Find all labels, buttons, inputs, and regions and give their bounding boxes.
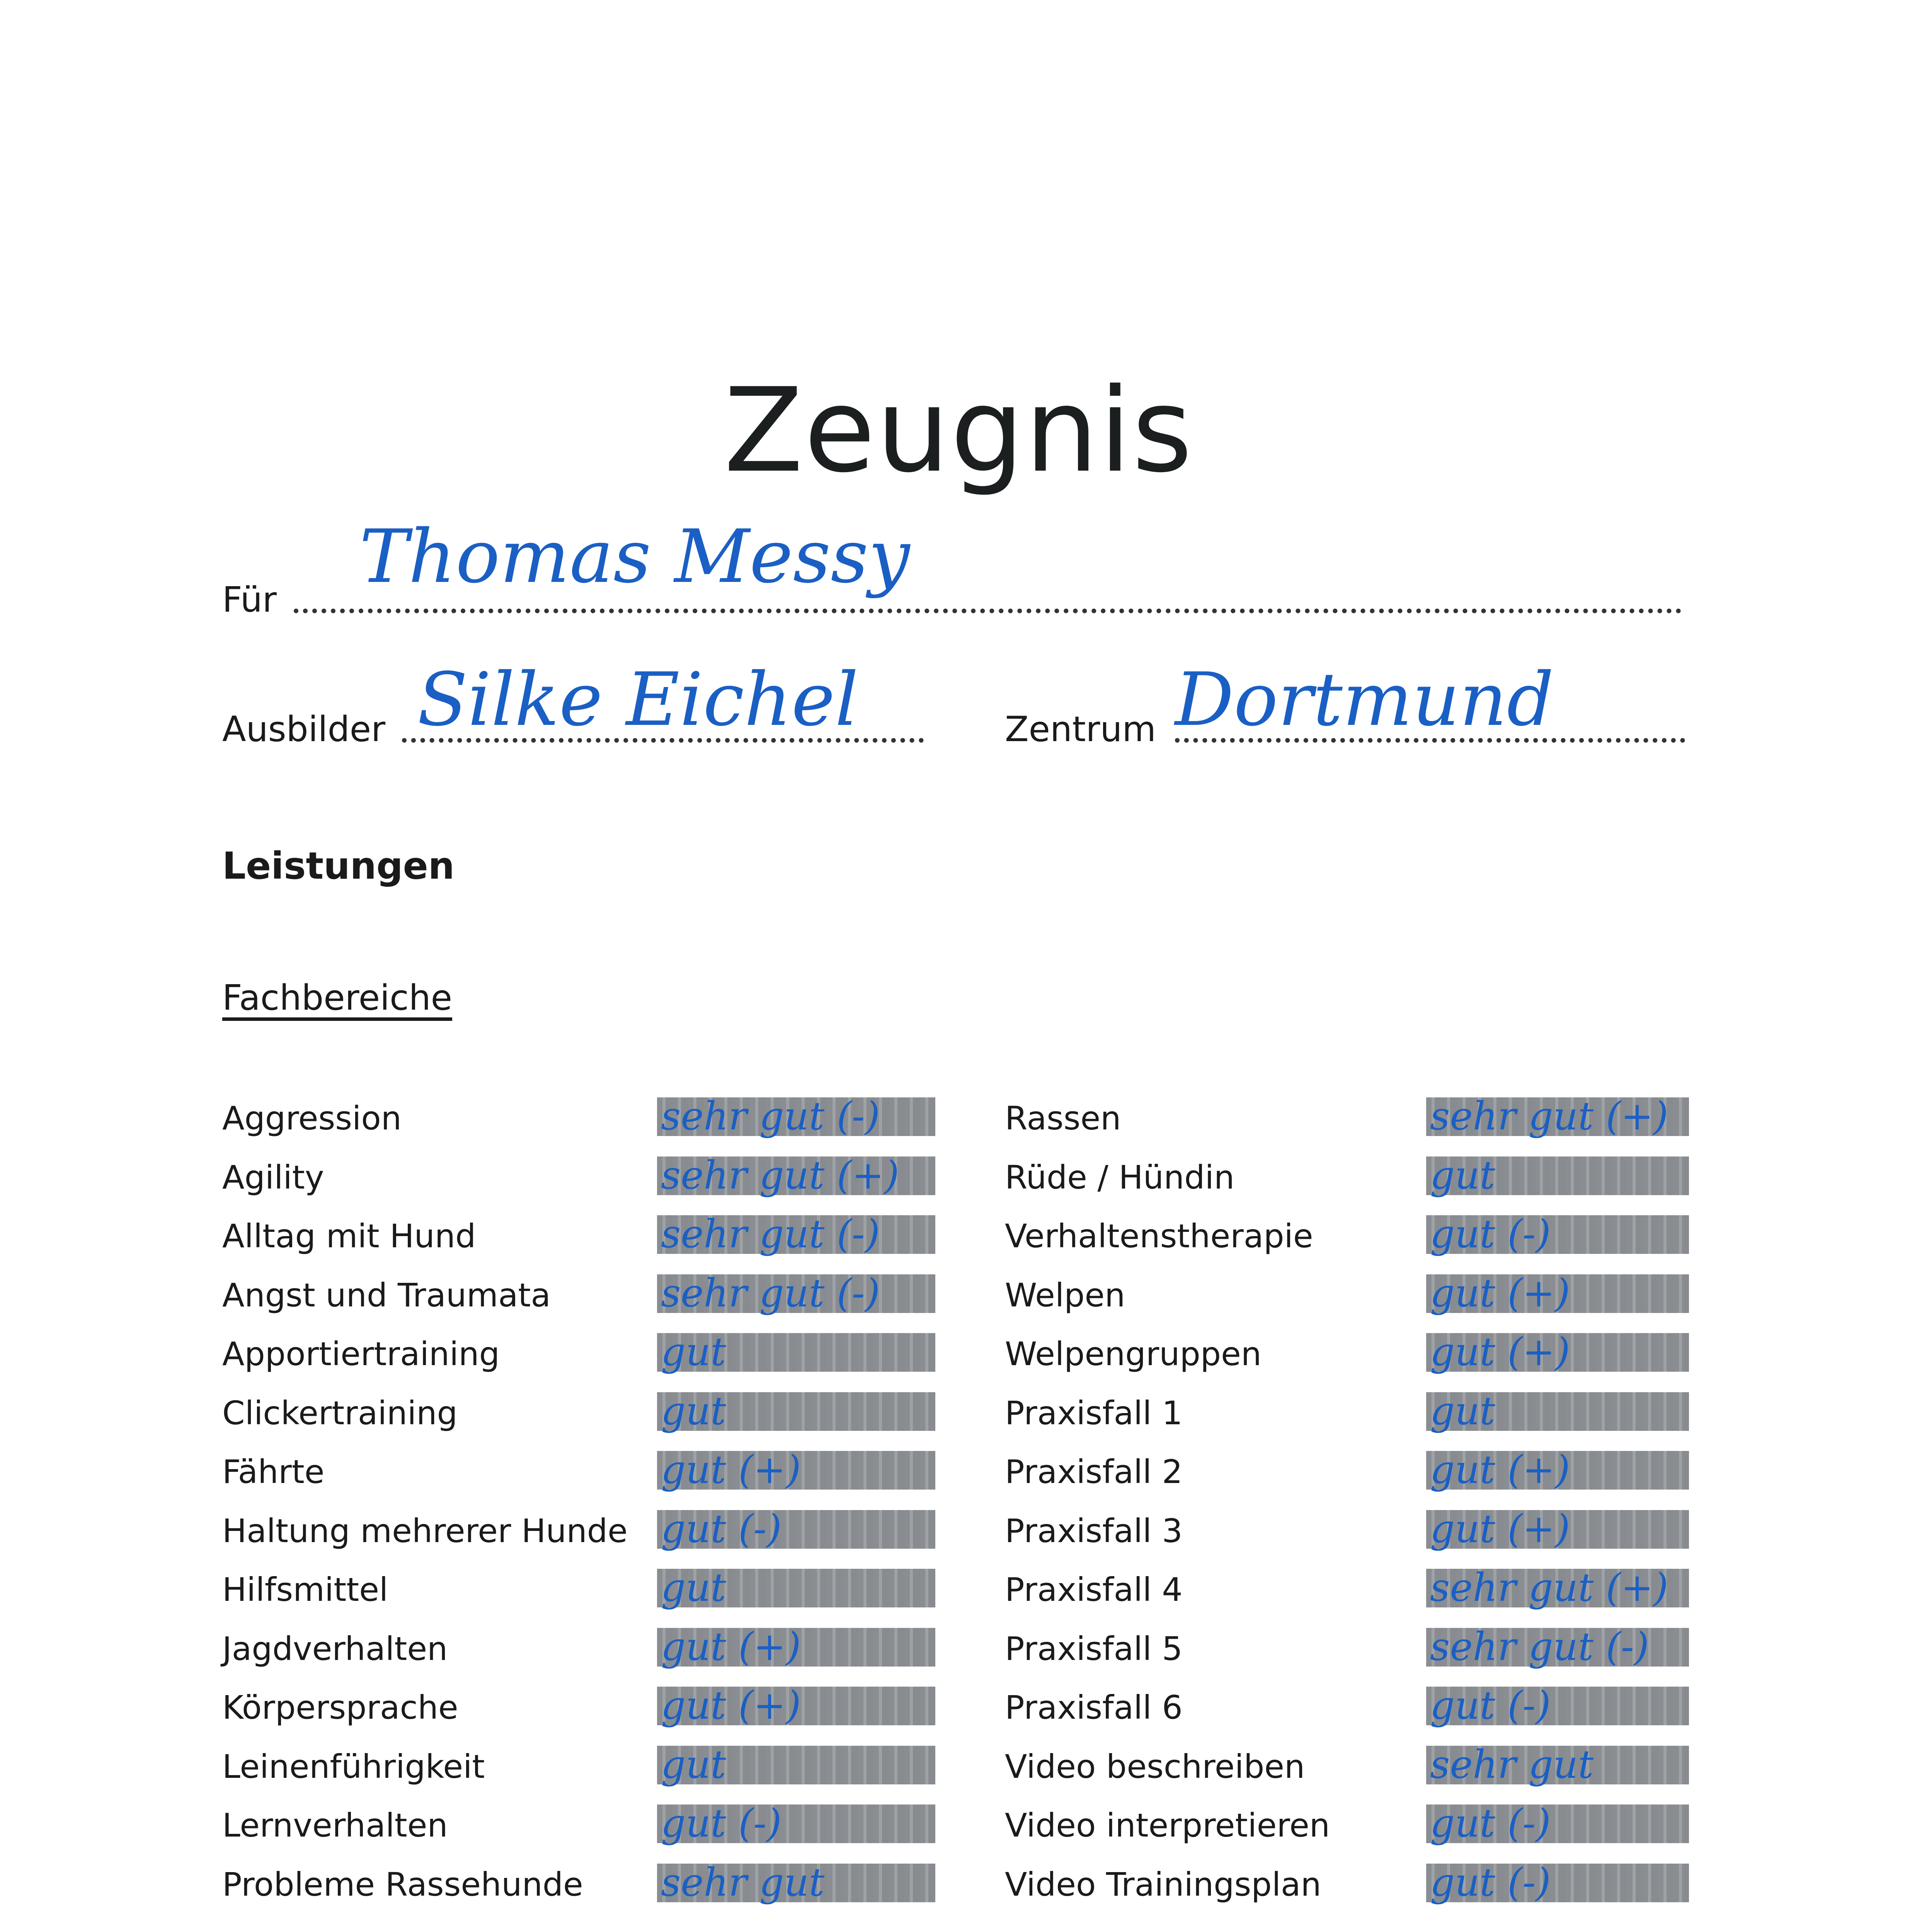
grade-value[interactable]: gut (+) — [1430, 1447, 1570, 1492]
subject-label: Praxisfall 6 — [1005, 1689, 1183, 1726]
grade-field — [657, 1801, 935, 1846]
grade-value[interactable]: gut (-) — [1430, 1859, 1551, 1905]
grade-value[interactable]: sehr gut — [661, 1859, 825, 1905]
grade-value[interactable]: gut (+) — [1430, 1329, 1570, 1374]
subject-label: Apportiertraining — [222, 1335, 500, 1373]
grade-value[interactable]: gut — [661, 1388, 726, 1434]
page-title: Zeugnis — [724, 363, 1193, 498]
subject-label: Probleme Rassehunde — [222, 1865, 583, 1903]
grade-value[interactable]: gut (+) — [661, 1447, 801, 1492]
grade-field — [657, 1388, 935, 1434]
grade-value[interactable]: gut (-) — [661, 1506, 782, 1551]
grade-field — [657, 1211, 935, 1257]
grade-field — [657, 1506, 935, 1551]
subject-label: Aggression — [222, 1099, 402, 1137]
grade-value[interactable]: gut (-) — [1430, 1683, 1551, 1728]
fuer-dotted-line — [294, 609, 1681, 613]
grade-value[interactable]: sehr gut (+) — [1430, 1094, 1668, 1139]
grade-value[interactable]: gut — [1430, 1152, 1495, 1198]
grade-field — [1426, 1506, 1689, 1551]
grade-value[interactable]: gut (+) — [661, 1624, 801, 1669]
fuer-label: Für — [222, 580, 277, 620]
subject-label: Rüde / Hündin — [1005, 1158, 1235, 1196]
grade-field — [1426, 1270, 1689, 1316]
subject-label: Verhaltenstherapie — [1005, 1217, 1313, 1255]
grade-value[interactable]: gut — [661, 1329, 726, 1374]
grade-value[interactable]: gut (-) — [1430, 1211, 1551, 1257]
subject-label: Video Trainingsplan — [1005, 1865, 1321, 1903]
grade-field — [1426, 1152, 1689, 1198]
grade-field — [1426, 1329, 1689, 1374]
grade-field — [657, 1565, 935, 1610]
grade-value[interactable]: gut — [1430, 1388, 1495, 1434]
grade-value[interactable]: gut (+) — [1430, 1506, 1570, 1551]
grade-field — [1426, 1388, 1689, 1434]
fuer-value[interactable]: Thomas Messy — [359, 514, 910, 599]
ausbilder-label: Ausbilder — [222, 709, 386, 750]
subject-label: Hilfsmittel — [222, 1571, 388, 1609]
grade-value[interactable]: sehr gut (-) — [661, 1094, 880, 1139]
grade-field — [1426, 1447, 1689, 1492]
grade-value[interactable]: sehr gut (+) — [1430, 1565, 1668, 1610]
section-heading: Leistungen — [222, 844, 455, 888]
grade-field — [657, 1329, 935, 1374]
subject-label: Clickertraining — [222, 1394, 458, 1432]
subject-label: Praxisfall 2 — [1005, 1453, 1183, 1491]
zentrum-label: Zentrum — [1005, 709, 1156, 750]
subject-label: Körpersprache — [222, 1689, 458, 1726]
grade-field — [657, 1447, 935, 1492]
subject-label: Video beschreiben — [1005, 1747, 1305, 1786]
subject-label: Lernverhalten — [222, 1806, 448, 1844]
grade-field — [1426, 1859, 1689, 1905]
grade-field — [1426, 1211, 1689, 1257]
grade-field — [1426, 1683, 1689, 1728]
subject-label: Welpen — [1005, 1276, 1125, 1314]
subject-label: Haltung mehrerer Hunde — [222, 1512, 628, 1550]
grade-field — [657, 1270, 935, 1316]
grade-value[interactable]: gut (+) — [1430, 1270, 1570, 1316]
grade-field — [657, 1859, 935, 1905]
subject-label: Jagdverhalten — [222, 1629, 448, 1668]
grade-field — [1426, 1742, 1689, 1787]
grade-value[interactable]: sehr gut — [1430, 1742, 1594, 1787]
grade-field — [657, 1624, 935, 1669]
grade-field — [657, 1152, 935, 1198]
grade-field — [657, 1094, 935, 1139]
subject-label: Fährte — [222, 1453, 325, 1491]
grade-value[interactable]: gut — [661, 1565, 726, 1610]
grade-value[interactable]: sehr gut (-) — [661, 1211, 880, 1257]
grade-value[interactable]: sehr gut (-) — [661, 1270, 880, 1316]
subject-label: Praxisfall 1 — [1005, 1394, 1183, 1432]
grade-value[interactable]: gut (-) — [661, 1801, 782, 1846]
subject-label: Praxisfall 4 — [1005, 1571, 1183, 1609]
subsection-heading: Fachbereiche — [222, 978, 452, 1018]
grade-field — [657, 1683, 935, 1728]
subject-label: Video interpretieren — [1005, 1806, 1330, 1844]
grade-field — [1426, 1801, 1689, 1846]
subject-label: Welpengruppen — [1005, 1335, 1262, 1373]
subject-label: Rassen — [1005, 1099, 1121, 1137]
grade-value[interactable]: sehr gut (+) — [661, 1152, 899, 1198]
grade-field — [1426, 1565, 1689, 1610]
subject-label: Angst und Traumata — [222, 1276, 551, 1314]
grade-value[interactable]: gut — [661, 1742, 726, 1787]
subject-label: Praxisfall 3 — [1005, 1512, 1183, 1550]
grade-field — [1426, 1624, 1689, 1669]
subject-label: Agility — [222, 1158, 324, 1196]
subject-label: Alltag mit Hund — [222, 1217, 476, 1255]
grade-value[interactable]: sehr gut (-) — [1430, 1624, 1649, 1669]
grade-value[interactable]: gut (+) — [661, 1683, 801, 1728]
grade-field — [657, 1742, 935, 1787]
zentrum-value[interactable]: Dortmund — [1175, 657, 1554, 742]
subject-label: Leinenführigkeit — [222, 1747, 485, 1786]
subject-label: Praxisfall 5 — [1005, 1629, 1183, 1668]
grade-value[interactable]: gut (-) — [1430, 1801, 1551, 1846]
ausbilder-value[interactable]: Silke Eichel — [417, 657, 859, 742]
grade-field — [1426, 1094, 1689, 1139]
